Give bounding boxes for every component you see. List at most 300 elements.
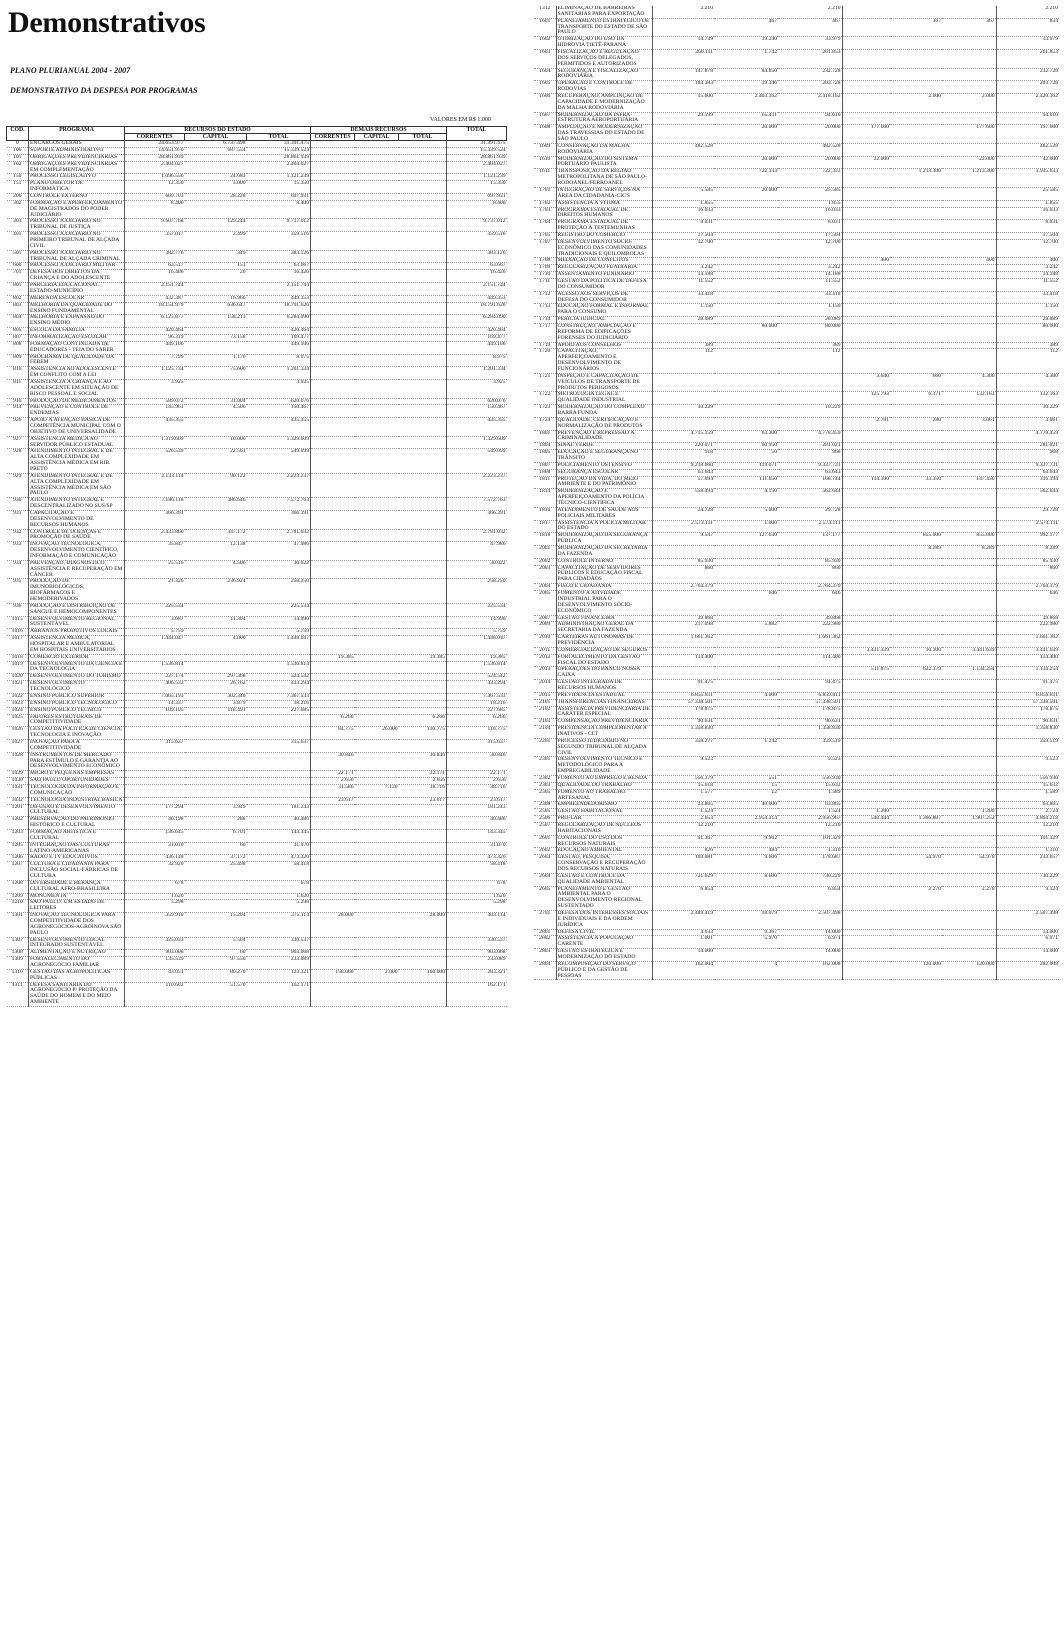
cell-other-total [942,738,996,757]
cell-other-capital [355,250,399,263]
cell-capital: 73.158 [185,334,247,341]
cell-correntes: 432.387 [125,295,185,302]
cell-program: CAPACITAÇÃO DE SERVIDORES PÚBLICOS E EDUCAÇÃO FISCAL PARA CIDADÃOS [556,565,652,584]
cell-program: CAPACITAÇÃO, APERFEIÇOAMENTO E DESENVOLVIMENTO DE FUNCIONÁRIOS [556,349,652,373]
cell-other-correntes [842,591,890,615]
cell-other-capital [355,498,399,511]
cell-capital: 687.554 [185,148,247,155]
cell-total: 366.391 [247,511,311,530]
cell-total: 8.031 [778,220,842,233]
cell-other-capital [890,462,942,469]
cell-correntes: 136.645 [125,829,185,842]
cell-code: 302 [7,200,29,219]
cell-program: COMERCIALIZAÇÃO DE SEGUROS [556,647,652,654]
cell-code: 1207 [7,862,29,881]
cell-correntes: 3.242 [652,265,714,272]
cell-code: 1808 [534,469,556,476]
table-row [534,775,1059,782]
cell-grand-total: 261.853 [996,50,1059,69]
cell-other-correntes [311,739,355,752]
cell-code: 1026 [7,727,29,740]
table-row [534,232,1059,239]
cell-capital: 5.504 [185,937,247,950]
table-row [534,265,1059,272]
cell-other-capital [890,112,942,125]
cell-other-capital [890,50,942,69]
table-row [534,699,1059,706]
cell-other-total [942,782,996,789]
cell-other-correntes [842,558,890,565]
cell-capital: 9.962 [714,835,778,848]
cell-other-total [399,893,447,900]
cell-other-capital [890,565,942,584]
cell-total: 7.572.763 [247,498,311,511]
cell-other-total: 120.000 [942,961,996,980]
cell-other-capital [355,913,399,937]
cell-other-correntes [842,94,890,113]
cell-other-capital [355,681,399,694]
cell-grand-total: 282.008 [996,961,1059,980]
cell-other-total [942,873,996,886]
cell-grand-total: 181.243 [447,804,507,817]
cell-other-correntes [842,886,890,910]
cell-correntes: 5.759 [125,629,185,636]
cell-other-total [942,239,996,258]
cell-other-total [399,629,447,636]
cell-other-correntes [311,270,355,283]
col-program: PROGRAMA [29,127,125,141]
col-correntes-other: CORRENTES [311,134,355,141]
cell-program: PREVENÇÃO E CONTROLE DE ENDEMIAS [29,405,125,418]
cell-total: 203.728 [778,81,842,94]
cell-program: PLANEJAMENTO ESTRATÉGICO DE TRANSPORTE DO ESTADO DE SÃO PAULO [556,18,652,37]
col-capital: CAPITAL [185,134,247,141]
cell-other-capital [355,232,399,251]
cell-other-correntes [311,148,355,155]
cell-other-correntes [842,232,890,239]
cell-other-capital [355,560,399,579]
cell-program: ACESSO AOS SERVIÇOS DE DEFESA DO CONSUMIDOR [556,291,652,304]
cell-correntes: 184.383 [652,81,714,94]
cell-capital: 2.954.314 [714,816,778,823]
cell-other-total [399,636,447,655]
cell-other-correntes [311,449,355,473]
cell-program: CONTROLE INTERNO [556,558,652,565]
cell-capital [714,699,778,706]
cell-other-capital [355,341,399,354]
cell-code: 1801 [534,430,556,443]
cell-other-correntes [311,529,355,542]
cell-other-capital [355,542,399,561]
cell-other-capital [355,957,399,970]
table-row [7,302,507,315]
cell-other-correntes: 31.586 [311,784,355,797]
cell-other-capital: 855.000 [890,533,942,546]
cell-other-correntes [842,961,890,980]
cell-other-total [399,817,447,830]
cell-correntes: 7.186.118 [125,498,185,511]
cell-capital: 151 [185,263,247,270]
cell-program: PREVIDÊNCIA ESTADUAL [556,692,652,699]
cell-other-total [942,349,996,373]
cell-grand-total: 101.329 [996,835,1059,848]
table-row [7,263,507,270]
cell-other-correntes [842,949,890,962]
cell-correntes: 177.294 [125,804,185,817]
cell-capital: 12 [714,789,778,802]
cell-total [247,778,311,785]
cell-program: CULTURA E CIDADANIA PARA INCLUSÃO SOCIAL-FÁBRICAS DE CULTURA [29,862,125,881]
cell-grand-total: 80.000 [996,323,1059,342]
cell-correntes: 358.277 [652,738,714,757]
cell-program: DEFESA DOS DIREITOS DA CRIANÇA E DO ADOLESCENTE [29,270,125,283]
cell-other-capital [355,900,399,913]
cell-other-correntes [842,68,890,81]
cell-capital: 118.491 [185,707,247,714]
cell-correntes: 9.547 [652,533,714,546]
cell-other-correntes [311,603,355,616]
cell-correntes: 145.961 [125,405,185,418]
cell-total: 143.345 [247,829,311,842]
cell-code: 2104 [534,726,556,739]
cell-capital: 11.304 [185,616,247,629]
cell-program: SUPORTE ADMINISTRATIVO [29,148,125,155]
cell-correntes [652,125,714,144]
cell-other-correntes [842,317,890,324]
cell-total: 2.151.744 [247,283,311,296]
table-row [534,317,1059,324]
table-row [534,239,1059,258]
cell-code: 2004 [534,584,556,591]
cell-correntes: 14.739 [652,37,714,50]
cell-program: GESTÃO DAS AGROPOLÍTICAS PÚBLICAS [29,969,125,982]
cell-code: 1611 [534,169,556,188]
table-row [534,291,1059,304]
cell-program: COMPENSAÇÃO PREVIDENCIÁRIA [556,719,652,726]
cell-correntes: 382.776 [125,250,185,263]
cell-other-capital [355,449,399,473]
cell-other-capital [355,154,399,161]
cell-correntes: 21.326 [125,579,185,603]
cell-other-total [942,6,996,18]
cell-code: 1709 [534,265,556,272]
table-row [534,373,1059,392]
cell-grand-total: 233.657 [996,855,1059,874]
cell-other-total [942,187,996,200]
cell-capital: 2.499 [185,232,247,251]
cell-other-capital: 367 [890,18,942,37]
cell-correntes: 135.539 [125,957,185,970]
cell-program: COMÉRCIO EXTERIOR [29,654,125,661]
table-row [534,143,1059,156]
cell-capital: 65.411 [714,112,778,125]
cell-capital: 12.138 [185,542,247,561]
cell-other-correntes [311,174,355,181]
table-row [7,334,507,341]
table-row [7,174,507,181]
cell-total: 233.089 [247,957,311,970]
cell-other-correntes: 84.775 [311,727,355,740]
cell-correntes: 63.643 [652,469,714,476]
cell-other-total [399,302,447,315]
cell-other-total [942,654,996,667]
cell-other-capital [355,263,399,270]
cell-capital [714,200,778,207]
cell-grand-total: 2.507.498 [996,911,1059,930]
cell-other-total [942,342,996,349]
cell-capital [714,349,778,373]
cell-other-capital [890,615,942,622]
cell-correntes: 1.150 [652,304,714,317]
cell-grand-total: 549.099 [447,449,507,473]
cell-other-capital [890,304,942,317]
cell-correntes: 178.875 [652,706,714,719]
cell-total: 315.637 [247,739,311,752]
cell-other-correntes [311,579,355,603]
table-row [534,520,1059,533]
cell-correntes: 112 [652,349,714,373]
cell-correntes: 29.199 [652,112,714,125]
cell-other-total [399,181,447,194]
cell-correntes: 435.355 [125,418,185,437]
cell-total: 137.177 [778,533,842,546]
cell-program: MERENDA ESCOLAR [29,295,125,302]
cell-capital [714,207,778,220]
cell-other-correntes: 511.875 [842,667,890,680]
cell-other-total [399,379,447,398]
cell-other-total [399,334,447,341]
cell-correntes: 6.125.877 [125,315,185,328]
cell-grand-total: 2.210 [996,6,1059,18]
cell-code: 1210 [7,900,29,913]
cell-code: 1202 [7,817,29,830]
table-row [534,911,1059,930]
cell-other-correntes: 3.431.339 [842,647,890,654]
cell-grand-total: 4.300 [996,373,1059,392]
cell-other-correntes [842,929,890,936]
cell-total: 15.350 [247,181,311,194]
cell-capital: 236.924 [185,579,247,603]
cell-other-capital [355,219,399,232]
cell-correntes: 14.188 [652,272,714,279]
cell-code: 2506 [534,816,556,823]
cell-program: INOVAÇÃO TECNOLÓGICA PARA COMPETITIVIDADE DOS AGRONEGÓCIOS-AGROINOVA SÃO PAULO [29,913,125,937]
table-row [7,328,507,335]
cell-other-total [942,37,996,50]
cell-grand-total: 3.061 [996,417,1059,430]
table-row [7,714,507,727]
cell-correntes: 2.133.114 [125,473,185,497]
cell-other-total: 3.061 [942,417,996,430]
table-row [534,615,1059,622]
cell-other-capital [355,194,399,201]
cell-correntes: 1.319.609 [125,436,185,449]
cell-code: 928 [7,449,29,473]
table-row [534,169,1059,188]
cell-other-capital [355,817,399,830]
cell-correntes [125,714,185,727]
cell-grand-total: 449.106 [447,341,507,354]
cell-correntes [652,647,714,654]
cell-other-capital [890,558,942,565]
cell-correntes: 31.010 [125,842,185,855]
cell-total: 2.574.111 [778,520,842,533]
cell-other-capital [355,141,399,148]
cell-total: 6.284.090 [247,315,311,328]
cell-correntes: 25.516 [125,560,185,579]
cell-program: TECNOLOGIA DA INFORMAÇÃO E COMUNICAÇÃO [29,784,125,797]
cell-other-total [942,278,996,291]
cell-total: 178.875 [778,706,842,719]
cell-code: 2002 [534,558,556,565]
table-row [534,591,1059,615]
cell-program: CARTEIRAS AUTÔNOMAS DE PREVIDÊNCIA [556,635,652,648]
cell-other-total [942,507,996,520]
cell-program: PROCESSO JUDICIÁRIO MILITAR [29,263,125,270]
cell-other-correntes [842,450,890,463]
cell-correntes: 14.337 [125,700,185,707]
cell-grand-total: 29.728 [996,507,1059,520]
cell-other-total [942,265,996,272]
cell-other-total [399,270,447,283]
cell-other-capital: 8.289 [890,546,942,559]
cell-capital: 6.737.498 [185,141,247,148]
cell-other-correntes [311,937,355,950]
expense-table-right [534,6,1059,980]
cell-capital: 3.000 [185,181,247,194]
col-total: TOTAL [247,134,311,141]
cell-grand-total: 94.610 [996,112,1059,125]
cell-program: APOIO AOS CONSELHOS [556,342,652,349]
cell-program: PROGRAMA ESTADUAL DE PROTEÇÃO À TESTEMUNHAS [556,220,652,233]
cell-other-total [399,739,447,752]
cell-other-correntes [842,699,890,706]
cell-correntes: 8.031 [652,220,714,233]
cell-other-total: 22.000 [942,156,996,169]
cell-other-capital [890,802,942,809]
cell-code: 930 [7,498,29,511]
cell-correntes: 2.433.860 [125,529,185,542]
cell-grand-total: 5.759 [447,629,507,636]
table-row [7,778,507,785]
cell-correntes: 169.081 [652,855,714,874]
cell-other-correntes [311,560,355,579]
cell-program: CAPACITAÇÃO E DESENVOLVIMENTO DE RECURSOS HUMANOS [29,511,125,530]
cell-grand-total: 678 [447,880,507,893]
cell-grand-total: 2.151.744 [447,283,507,296]
cell-code: 811 [7,379,29,398]
cell-capital [714,469,778,476]
cell-code: 1208 [7,880,29,893]
table-row [534,873,1059,886]
cell-correntes: 11.552 [652,278,714,291]
cell-program: OPERAÇÕES DO BANCO NOSSA CAIXA [556,667,652,680]
cell-capital [185,752,247,771]
cell-capital [714,757,778,776]
table-row [534,278,1059,291]
col-group-state: RECURSOS DO ESTADO [125,127,311,134]
cell-grand-total: 330.537 [447,937,507,950]
cell-grand-total: 433.294 [447,681,507,694]
cell-total: 2.223.237 [247,473,311,497]
table-row [7,797,507,804]
cell-code: 101 [7,154,29,161]
cell-correntes: 225.534 [125,603,185,616]
cell-other-total [399,436,447,449]
cell-grand-total: 7.367.533 [447,693,507,700]
cell-capital [185,714,247,727]
cell-total: 225.534 [247,603,311,616]
cell-grand-total: 18.216 [447,700,507,707]
cell-total: 15.339.524 [247,148,311,155]
cell-other-total [942,317,996,324]
cell-other-total: 1.200 [942,809,996,816]
cell-grand-total: 400 [996,258,1059,265]
cell-program: FORTALECIMENTO DA GESTÃO FISCAL DO ESTADO [556,654,652,667]
cell-other-capital [355,398,399,405]
cell-program: DIVERSIDADE E HERANÇA CULTURAL AFRO-BRASILEIRA [29,880,125,893]
cell-code: 809 [7,354,29,367]
cell-code: 1025 [7,714,29,727]
cell-capital: 288 [185,817,247,830]
cell-correntes: 826 [652,848,714,855]
cell-other-correntes [842,802,890,809]
cell-total: 162.008 [778,961,842,980]
cell-capital [185,900,247,913]
cell-other-total [399,855,447,862]
cell-code: 1703 [534,207,556,220]
cell-other-total [399,829,447,842]
cell-total: 435.355 [247,418,311,437]
cell-capital: 19.346 [714,81,778,94]
cell-other-total [942,719,996,726]
cell-total: 178.687 [778,855,842,874]
cell-other-capital [890,692,942,699]
table-row [534,546,1059,559]
cell-total: 91.475 [778,680,842,693]
cell-other-correntes [311,950,355,957]
cell-other-correntes [311,855,355,862]
cell-total: 25.585 [778,187,842,200]
cell-correntes: 5.298 [125,900,185,913]
cell-code: 931 [7,511,29,530]
table-row [534,220,1059,233]
cell-code: 1705 [534,232,556,239]
cell-capital [714,392,778,405]
cell-other-total: 2.270 [942,886,996,910]
cell-other-correntes [311,232,355,251]
cell-total: 1.524 [778,809,842,816]
cell-grand-total: 63.643 [996,469,1059,476]
cell-program: ATENDIMENTO INTEGRAL E DESCENTRALIZADO NO SUS/SP [29,498,125,511]
cell-correntes: 436.148 [125,855,185,862]
cell-program: ESCOLA DA FAMÍLIA [29,328,125,335]
cell-grand-total: 834 [996,18,1059,37]
cell-correntes: 420.464 [125,328,185,335]
cell-program: ATENDIMENTO DE SAÚDE AOS POLICIAIS MILITARES [556,507,652,520]
cell-total: 39.868 [778,615,842,622]
cell-other-capital [355,797,399,804]
cell-other-total [399,405,447,418]
cell-capital [714,373,778,392]
table-row [7,893,507,900]
cell-program: QUALIDADE, CERTIFICAÇÃO E NORMALIZAÇÃO DE PRODUTOS [556,417,652,430]
cell-capital [714,667,778,680]
table-row [534,654,1059,667]
cell-capital [185,283,247,296]
cell-capital: 129.244 [185,219,247,232]
cell-other-capital [355,855,399,862]
